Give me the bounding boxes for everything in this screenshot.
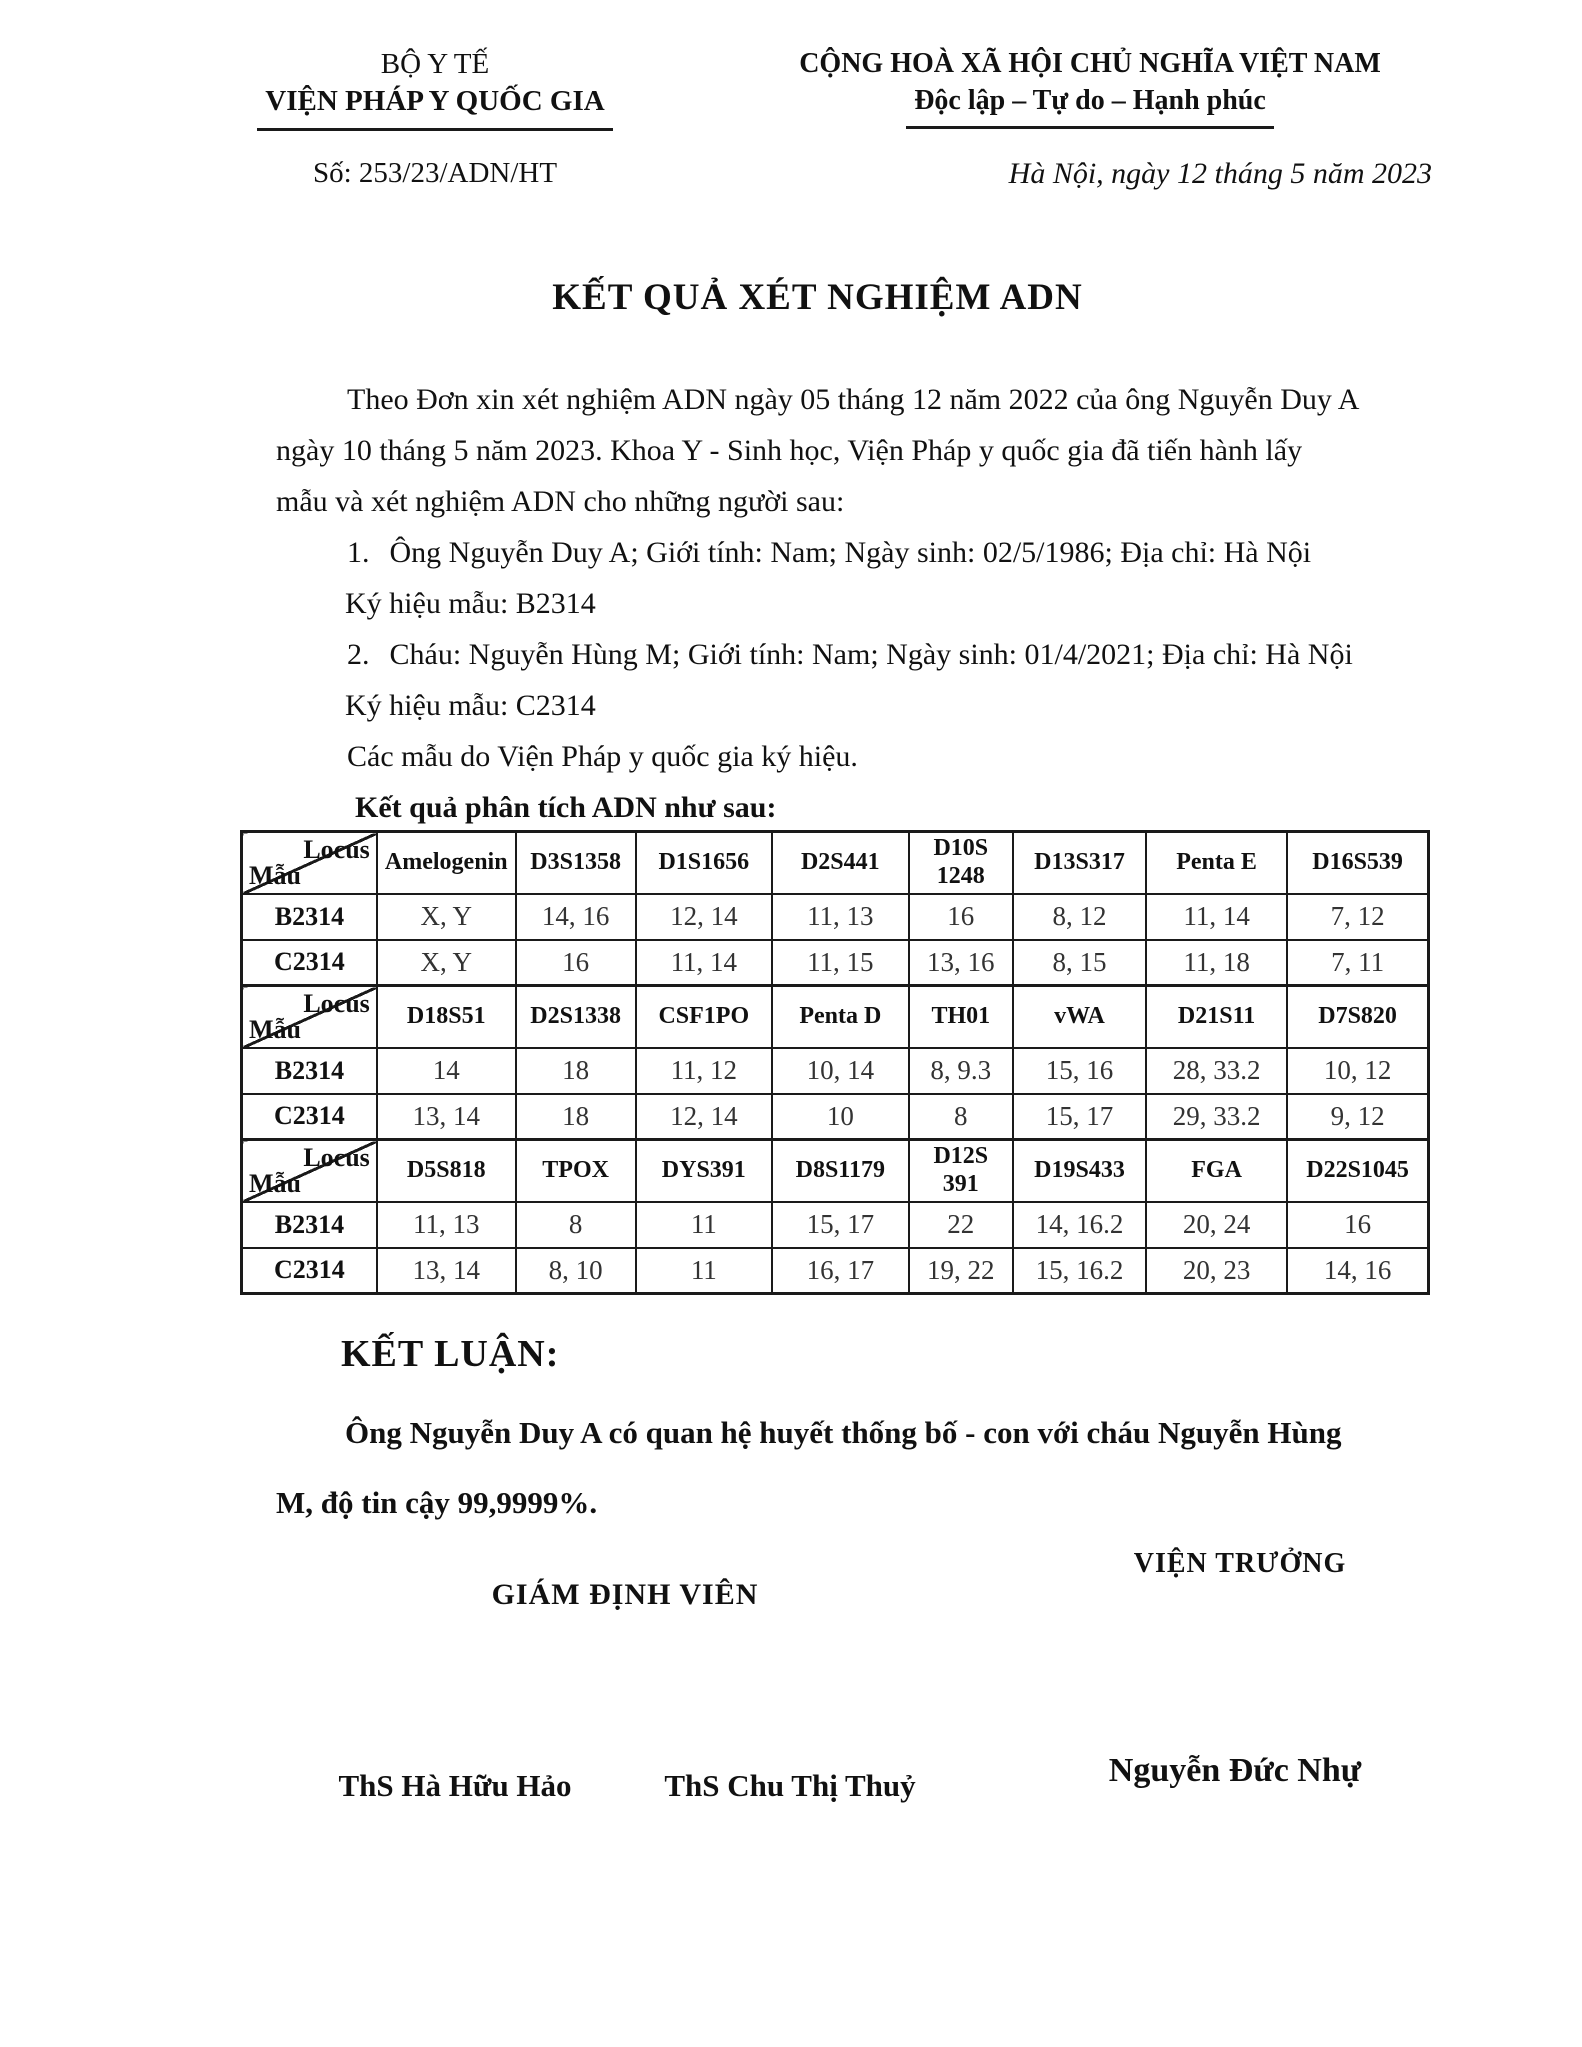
director-name: Nguyễn Đức Nhự [1108, 1752, 1362, 1789]
dna-table-block-1 [240, 830, 1430, 987]
table-intro-line: Kết quả phân tích ADN như sau: [355, 791, 777, 824]
allele-value-cell: 20, 24 [1146, 1202, 1287, 1248]
intro-paragraph: Theo Đơn xin xét nghiệm ADN ngày 05 tháng 12 năm 2022 của ông Nguyễn Duy A ngày 10 tháng 5 năm 2023. Khoa Y - Sinh học, Viện Pháp y quốc gia đã tiến hành lấy mẫu và xét nghiệm ADN cho những người sau: [276, 383, 1358, 518]
examiner-title: GIÁM ĐỊNH VIÊN [491, 1578, 759, 1611]
locus-sample-corner-cell [242, 986, 377, 1048]
sample-label-cell: B2314 [242, 1202, 377, 1248]
allele-value-cell: 14, 16 [516, 894, 636, 940]
allele-value-cell: 20, 23 [1146, 1248, 1287, 1294]
samples-note-line: Các mẫu do Viện Pháp y quốc gia ký hiệu. [347, 740, 858, 773]
sample-row [242, 1048, 1429, 1094]
allele-value-cell: 19, 22 [909, 1248, 1013, 1294]
locus-header-cell: D12S391 [909, 1140, 1013, 1202]
locus-sample-corner-cell [242, 832, 377, 894]
allele-value-cell: 11 [636, 1248, 773, 1294]
header-right-block [740, 48, 1440, 191]
sample-label-cell: B2314 [242, 894, 377, 940]
allele-value-cell: 11, 18 [1146, 940, 1287, 986]
country-name: CỘNG HOÀ XÃ HỘI CHỦ NGHĨA VIỆT NAM [799, 48, 1381, 79]
locus-header-cell: D2S1338 [516, 986, 636, 1048]
person-2-number: 2. [347, 638, 370, 671]
dna-result-table [240, 830, 1430, 1295]
locus-header-cell: Penta E [1146, 832, 1287, 894]
allele-value-cell: X, Y [377, 894, 516, 940]
locus-header-cell: vWA [1013, 986, 1146, 1048]
person-1-number: 1. [347, 536, 370, 569]
allele-value-cell: 10, 12 [1287, 1048, 1428, 1094]
allele-value-cell: 8 [909, 1094, 1013, 1140]
corner-locus-label: Locus [303, 1143, 370, 1172]
locus-header-cell: CSF1PO [636, 986, 773, 1048]
document-number: Số: 253/23/ADN/HT [312, 157, 558, 189]
sample-code-line-1: Ký hiệu mẫu: B2314 [345, 587, 596, 620]
locus-header-cell: D7S820 [1287, 986, 1428, 1048]
conclusion-text: Ông Nguyễn Duy A có quan hệ huyết thống bố - con với cháu Nguyễn Hùng M, độ tin cậy 99,9999%. [276, 1415, 1342, 1520]
locus-header-cell: D21S11 [1146, 986, 1287, 1048]
allele-value-cell: 9, 12 [1287, 1094, 1428, 1140]
locus-header-cell: TPOX [516, 1140, 636, 1202]
allele-value-cell: 11, 14 [1146, 894, 1287, 940]
locus-header-cell: D8S1179 [772, 1140, 909, 1202]
national-motto: Độc lập – Tự do – Hạnh phúc [914, 85, 1266, 116]
sample-row [242, 1202, 1429, 1248]
allele-value-cell: 14, 16.2 [1013, 1202, 1146, 1248]
person-item-2 [276, 629, 1361, 680]
header-left-block [230, 48, 640, 190]
place-dateline: Hà Nội, ngày 12 tháng 5 năm 2023 [1008, 157, 1432, 190]
allele-value-cell: 13, 14 [377, 1094, 516, 1140]
allele-value-cell: 15, 16 [1013, 1048, 1146, 1094]
allele-value-cell: 11, 14 [636, 940, 773, 986]
locus-header-cell: Penta D [772, 986, 909, 1048]
sample-row [242, 1094, 1429, 1140]
allele-value-cell: 12, 14 [636, 894, 773, 940]
body-text-block [276, 374, 1361, 833]
document-title: KẾT QUẢ XÉT NGHIỆM ADN [552, 277, 1083, 318]
examiner-name-1: ThS Hà Hữu Hảo [338, 1768, 572, 1803]
allele-value-cell: 15, 17 [1013, 1094, 1146, 1140]
locus-header-cell: DYS391 [636, 1140, 773, 1202]
header-left-rule [257, 128, 613, 131]
sample-row [242, 1248, 1429, 1294]
sample-row [242, 940, 1429, 986]
allele-value-cell: 18 [516, 1094, 636, 1140]
allele-value-cell: 16, 17 [772, 1248, 909, 1294]
person-item-1 [276, 527, 1361, 578]
person-1-text: Ông Nguyễn Duy A; Giới tính: Nam; Ngày sinh: 02/5/1986; Địa chỉ: Hà Nội [389, 536, 1312, 569]
conclusion-heading: KẾT LUẬN: [341, 1333, 560, 1375]
allele-value-cell: 16 [516, 940, 636, 986]
allele-value-cell: 13, 16 [909, 940, 1013, 986]
corner-sample-label: Mẫu [249, 1014, 301, 1044]
locus-header-cell: D19S433 [1013, 1140, 1146, 1202]
allele-value-cell: 8, 10 [516, 1248, 636, 1294]
allele-value-cell: 22 [909, 1202, 1013, 1248]
person-2-text: Cháu: Nguyễn Hùng M; Giới tính: Nam; Ngày sinh: 01/4/2021; Địa chỉ: Hà Nội [389, 638, 1353, 671]
locus-header-cell: D1S1656 [636, 832, 773, 894]
examiner-name-2: ThS Chu Thị Thuỷ [664, 1768, 916, 1803]
allele-value-cell: 13, 14 [377, 1248, 516, 1294]
sample-code-line-2: Ký hiệu mẫu: C2314 [345, 689, 596, 722]
locus-header-cell: Amelogenin [377, 832, 516, 894]
sample-label-cell: B2314 [242, 1048, 377, 1094]
locus-header-cell: D18S51 [377, 986, 516, 1048]
allele-value-cell: 15, 16.2 [1013, 1248, 1146, 1294]
allele-value-cell: 8, 15 [1013, 940, 1146, 986]
allele-value-cell: 16 [909, 894, 1013, 940]
allele-value-cell: 7, 12 [1287, 894, 1428, 940]
locus-header-cell: D5S818 [377, 1140, 516, 1202]
allele-value-cell: 28, 33.2 [1146, 1048, 1287, 1094]
allele-value-cell: 16 [1287, 1202, 1428, 1248]
allele-value-cell: 29, 33.2 [1146, 1094, 1287, 1140]
allele-value-cell: 8, 9.3 [909, 1048, 1013, 1094]
header-right-rule [906, 126, 1274, 129]
allele-value-cell: 14 [377, 1048, 516, 1094]
corner-sample-label: Mẫu [249, 860, 301, 890]
sample-label-cell: C2314 [242, 940, 377, 986]
allele-value-cell: 11, 13 [772, 894, 909, 940]
allele-value-cell: 11, 13 [377, 1202, 516, 1248]
dna-table-block-3 [240, 1138, 1430, 1295]
locus-header-cell: D10S1248 [909, 832, 1013, 894]
allele-value-cell: 11 [636, 1202, 773, 1248]
dna-table-block-2 [240, 984, 1430, 1141]
locus-header-row [242, 1140, 1429, 1202]
corner-sample-label: Mẫu [249, 1168, 301, 1198]
allele-value-cell: 8, 12 [1013, 894, 1146, 940]
locus-header-cell: D3S1358 [516, 832, 636, 894]
institute-name: VIỆN PHÁP Y QUỐC GIA [265, 85, 605, 117]
allele-value-cell: 8 [516, 1202, 636, 1248]
locus-header-cell: TH01 [909, 986, 1013, 1048]
locus-header-cell: D2S441 [772, 832, 909, 894]
locus-sample-corner-cell [242, 1140, 377, 1202]
allele-value-cell: X, Y [377, 940, 516, 986]
sample-label-cell: C2314 [242, 1094, 377, 1140]
sample-label-cell: C2314 [242, 1248, 377, 1294]
locus-header-row [242, 986, 1429, 1048]
allele-value-cell: 15, 17 [772, 1202, 909, 1248]
corner-locus-label: Locus [303, 989, 370, 1018]
allele-value-cell: 14, 16 [1287, 1248, 1428, 1294]
locus-header-row [242, 832, 1429, 894]
sample-row [242, 894, 1429, 940]
allele-value-cell: 12, 14 [636, 1094, 773, 1140]
locus-header-cell: D16S539 [1287, 832, 1428, 894]
corner-locus-label: Locus [303, 835, 370, 864]
allele-value-cell: 7, 11 [1287, 940, 1428, 986]
locus-header-cell: D22S1045 [1287, 1140, 1428, 1202]
locus-header-cell: D13S317 [1013, 832, 1146, 894]
allele-value-cell: 11, 15 [772, 940, 909, 986]
allele-value-cell: 10, 14 [772, 1048, 909, 1094]
allele-value-cell: 11, 12 [636, 1048, 773, 1094]
allele-value-cell: 18 [516, 1048, 636, 1094]
ministry-name: BỘ Y TẾ [380, 48, 490, 80]
allele-value-cell: 10 [772, 1094, 909, 1140]
locus-header-cell: FGA [1146, 1140, 1287, 1202]
director-title: VIỆN TRƯỞNG [1133, 1548, 1347, 1579]
